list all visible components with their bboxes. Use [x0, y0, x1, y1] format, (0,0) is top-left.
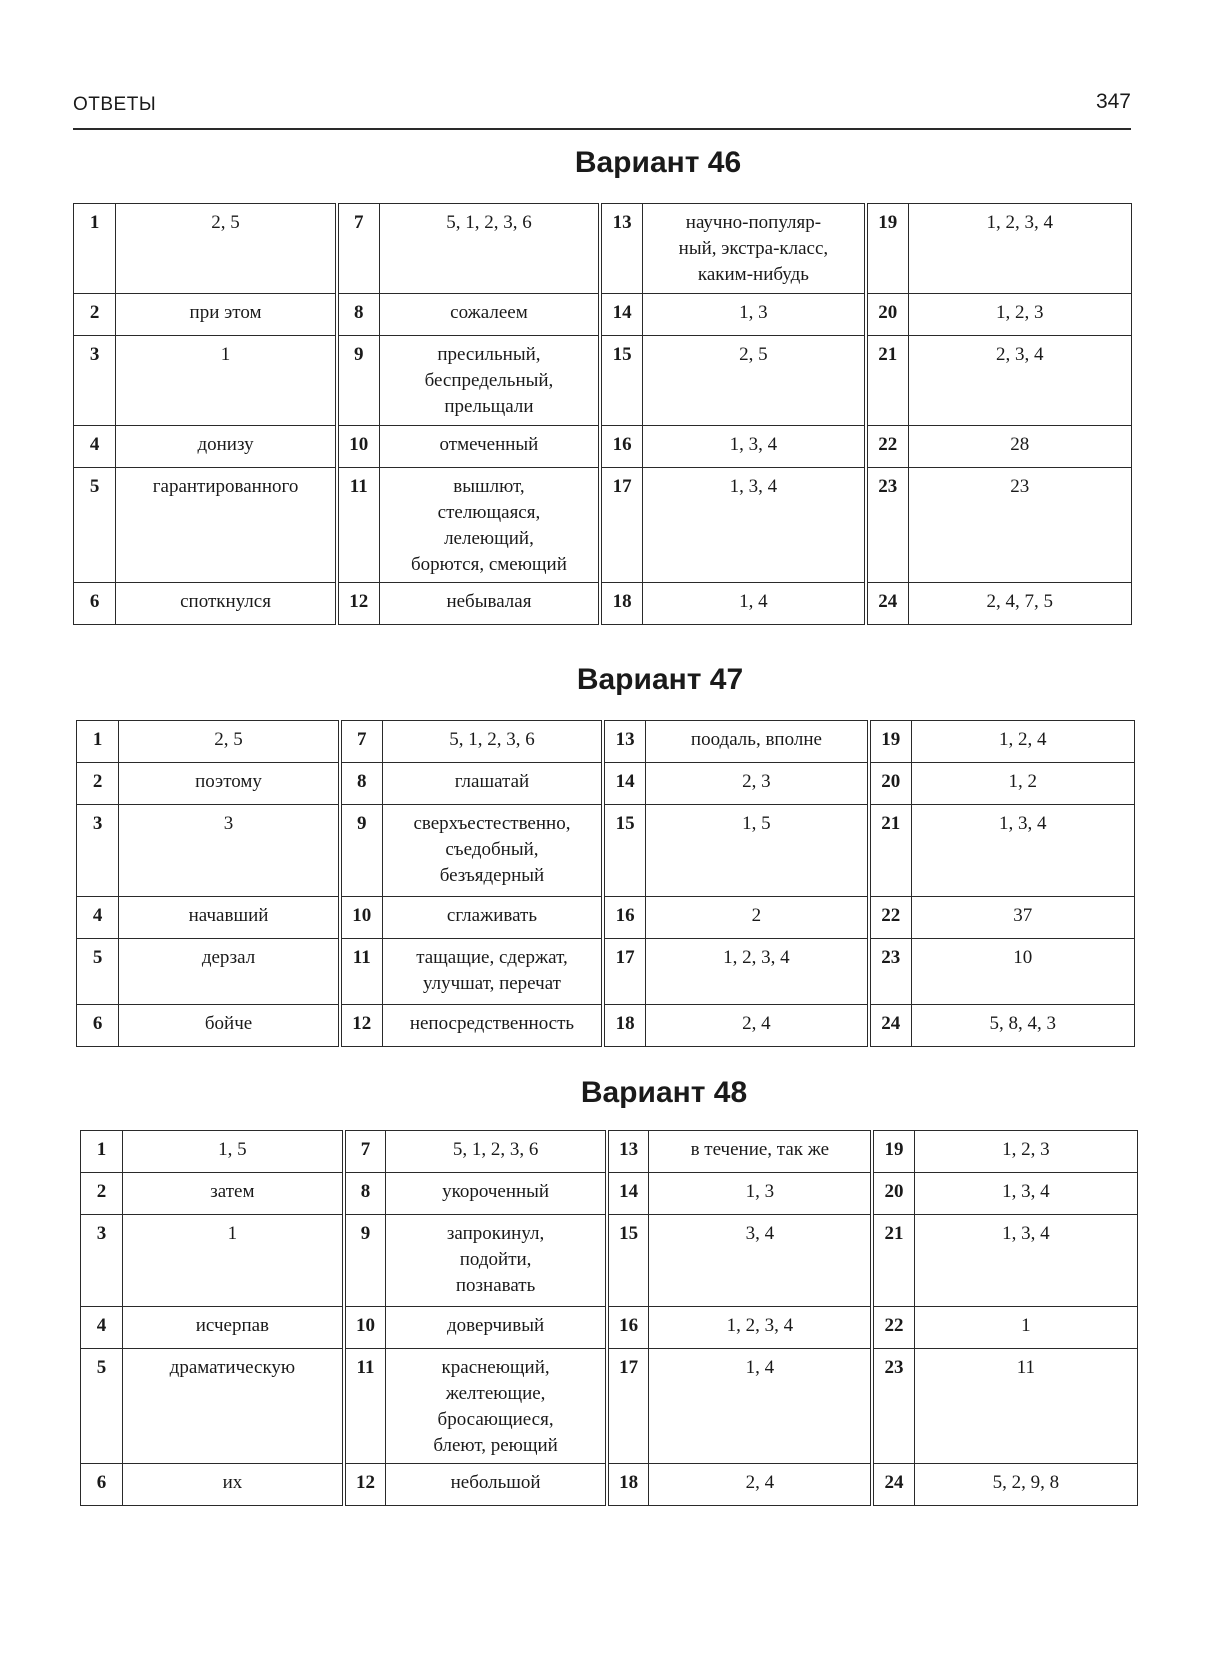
answer-text: 28	[1010, 434, 1030, 455]
question-number: 5	[81, 1349, 123, 1464]
answer-text: 1, 3, 4	[729, 434, 778, 455]
question-number: 12	[337, 583, 379, 625]
answer-text: 2, 5	[211, 212, 240, 233]
answer-text: 5, 1, 2, 3, 6	[449, 729, 535, 750]
answer-text: 5, 1, 2, 3, 6	[452, 1139, 539, 1160]
question-number: 17	[603, 939, 645, 1005]
answer-cell	[914, 1173, 1137, 1215]
answer-text: небывалая	[446, 591, 532, 612]
answer-cell	[645, 763, 868, 805]
page-number: 347	[1095, 90, 1131, 113]
answer-text: дерзал	[201, 947, 256, 968]
answer-cell	[914, 1349, 1137, 1464]
question-number: 23	[866, 468, 908, 583]
question-number: 11	[337, 468, 379, 583]
question-number: 24	[866, 583, 908, 625]
answer-cell	[645, 805, 868, 897]
variant-47-table	[76, 720, 1135, 1047]
answer-text: 1, 2, 3	[1002, 1139, 1050, 1160]
answer-cell	[382, 939, 603, 1005]
question-number: 14	[603, 763, 645, 805]
answer-cell	[386, 1307, 607, 1349]
question-number: 20	[866, 294, 908, 336]
answer-text: научно-популяр- ный, экстра-класс, каким-нибудь	[678, 212, 829, 285]
answer-cell	[649, 1307, 872, 1349]
variant-46-title: Вариант 46	[574, 146, 742, 179]
answer-text: 2, 3	[742, 771, 771, 792]
question-number: 4	[77, 897, 119, 939]
answer-cell	[914, 1215, 1137, 1307]
table-row	[81, 1131, 1138, 1173]
answer-cell	[908, 294, 1131, 336]
question-number: 1	[81, 1131, 123, 1173]
answer-cell	[645, 721, 868, 763]
question-number: 5	[74, 468, 116, 583]
answer-cell	[386, 1173, 607, 1215]
answer-text: вышлют, стелющаяся, лелеющий, борются, смеющий	[411, 476, 567, 575]
answer-text: драматическую	[169, 1357, 296, 1378]
answer-cell	[386, 1215, 607, 1307]
answer-cell	[911, 897, 1134, 939]
question-number: 22	[869, 897, 911, 939]
answer-text: 23	[1010, 476, 1030, 497]
answer-cell	[382, 805, 603, 897]
answer-cell	[908, 426, 1131, 468]
question-number: 7	[337, 204, 379, 294]
answer-cell	[914, 1307, 1137, 1349]
answer-text: поодаль, вполне	[690, 729, 822, 750]
answer-cell	[379, 336, 600, 426]
answer-text: сожалеем	[450, 302, 528, 323]
answer-text: затем	[210, 1181, 255, 1202]
table-row	[74, 204, 1132, 294]
table-row	[77, 897, 1135, 939]
question-number: 21	[866, 336, 908, 426]
answer-cell	[123, 1173, 344, 1215]
answer-text: их	[222, 1472, 243, 1493]
answer-text: 2, 5	[739, 344, 768, 365]
question-number: 2	[77, 763, 119, 805]
answer-text: доверчивый	[447, 1315, 545, 1336]
table-row	[81, 1215, 1138, 1307]
answer-text: споткнулся	[180, 591, 271, 612]
question-number: 13	[600, 204, 642, 294]
answer-text: 37	[1013, 905, 1033, 926]
answer-cell	[382, 721, 603, 763]
table-row	[77, 1005, 1135, 1047]
answer-cell	[649, 1349, 872, 1464]
answer-text: тащащие, сдержат, улучшат, перечат	[416, 947, 568, 994]
answer-cell	[379, 426, 600, 468]
answer-text: 1, 2, 3, 4	[986, 212, 1053, 233]
answer-text: 1, 2, 3, 4	[723, 947, 790, 968]
answer-text: 1, 3	[745, 1181, 775, 1202]
answer-text: непосредственность	[409, 1013, 575, 1034]
answer-text: 3	[223, 813, 234, 834]
answer-text: глашатай	[454, 771, 530, 792]
answer-text: 5, 1, 2, 3, 6	[446, 212, 532, 233]
table-row	[81, 1464, 1138, 1506]
answer-cell	[116, 336, 337, 426]
answer-text: поэтому	[195, 771, 262, 792]
page-header	[73, 88, 1131, 130]
question-number: 23	[869, 939, 911, 1005]
question-number: 19	[869, 721, 911, 763]
answer-cell	[908, 583, 1131, 625]
answer-text: 1, 5	[742, 813, 771, 834]
answer-text: донизу	[197, 434, 254, 455]
question-number: 4	[74, 426, 116, 468]
question-number: 21	[872, 1215, 914, 1307]
answer-cell	[908, 204, 1131, 294]
answer-text: запрокинул, подойти, познавать	[446, 1223, 545, 1296]
answer-cell	[116, 468, 337, 583]
answer-text: 5, 8, 4, 3	[989, 1013, 1056, 1034]
answer-text: гарантированного	[152, 476, 299, 497]
question-number: 13	[603, 721, 645, 763]
question-number: 12	[340, 1005, 382, 1047]
answer-cell	[119, 939, 340, 1005]
question-number: 22	[866, 426, 908, 468]
answer-text: 1	[1021, 1315, 1031, 1336]
answer-cell	[645, 939, 868, 1005]
answer-cell	[914, 1464, 1137, 1506]
answer-text: при этом	[189, 302, 262, 323]
question-number: 16	[607, 1307, 649, 1349]
answer-cell	[116, 583, 337, 625]
answer-text: 1, 3	[739, 302, 768, 323]
variant-48-title: Вариант 48	[580, 1076, 748, 1109]
answer-cell	[642, 204, 865, 294]
question-number: 16	[603, 897, 645, 939]
variant-47-title: Вариант 47	[576, 663, 744, 696]
question-number: 6	[81, 1464, 123, 1506]
question-number: 24	[869, 1005, 911, 1047]
answer-cell	[386, 1349, 607, 1464]
answer-text: 1, 3, 4	[1002, 1181, 1050, 1202]
answer-cell	[116, 426, 337, 468]
answer-cell	[123, 1131, 344, 1173]
table-row	[74, 468, 1132, 583]
answer-text: краснеющий, желтеющие, бросающиеся, блеют, реющий	[433, 1357, 558, 1456]
question-number: 11	[344, 1349, 386, 1464]
answer-text: отмеченный	[439, 434, 539, 455]
answer-cell	[382, 763, 603, 805]
answer-cell	[642, 583, 865, 625]
question-number: 9	[340, 805, 382, 897]
answer-cell	[911, 763, 1134, 805]
question-number: 7	[344, 1131, 386, 1173]
question-number: 5	[77, 939, 119, 1005]
question-number: 17	[607, 1349, 649, 1464]
answer-text: укороченный	[442, 1181, 550, 1202]
question-number: 21	[869, 805, 911, 897]
answer-text: 1, 3, 4	[999, 813, 1047, 834]
answer-text: 1	[227, 1223, 238, 1244]
table-row	[81, 1349, 1138, 1464]
table-row	[74, 426, 1132, 468]
answer-cell	[649, 1131, 872, 1173]
answer-text: сглаживать	[446, 905, 537, 926]
section-title: ОТВЕТЫ	[73, 94, 157, 115]
answer-cell	[908, 336, 1131, 426]
answer-cell	[649, 1464, 872, 1506]
question-number: 11	[340, 939, 382, 1005]
table-row	[74, 294, 1132, 336]
question-number: 24	[872, 1464, 914, 1506]
table-row	[77, 763, 1135, 805]
answer-text: 11	[1016, 1357, 1036, 1378]
answer-text: 3, 4	[745, 1223, 775, 1244]
answer-cell	[908, 468, 1131, 583]
answer-cell	[911, 721, 1134, 763]
table-row	[81, 1307, 1138, 1349]
question-number: 19	[866, 204, 908, 294]
answer-cell	[649, 1173, 872, 1215]
answer-cell	[379, 468, 600, 583]
answer-text: 1	[220, 344, 231, 365]
answer-text: 2, 4, 7, 5	[986, 591, 1053, 612]
answer-text: сверхъестественно, съедобный, безъядерный	[413, 813, 571, 886]
answer-cell	[642, 294, 865, 336]
answer-cell	[379, 583, 600, 625]
answer-cell	[119, 763, 340, 805]
answer-cell	[119, 897, 340, 939]
question-number: 17	[600, 468, 642, 583]
question-number: 13	[607, 1131, 649, 1173]
answer-cell	[382, 897, 603, 939]
answer-text: 2, 4	[745, 1472, 775, 1493]
answer-cell	[911, 939, 1134, 1005]
table-row	[74, 336, 1132, 426]
answer-cell	[123, 1349, 344, 1464]
answer-text: 5, 2, 9, 8	[992, 1472, 1060, 1493]
answer-cell	[914, 1131, 1137, 1173]
question-number: 18	[603, 1005, 645, 1047]
answer-cell	[379, 294, 600, 336]
question-number: 15	[607, 1215, 649, 1307]
question-number: 6	[77, 1005, 119, 1047]
question-number: 15	[603, 805, 645, 897]
answer-cell	[645, 897, 868, 939]
answer-cell	[123, 1215, 344, 1307]
table-row	[77, 805, 1135, 897]
answer-text: 2, 4	[742, 1013, 771, 1034]
question-number: 3	[81, 1215, 123, 1307]
question-number: 7	[340, 721, 382, 763]
answer-cell	[382, 1005, 603, 1047]
answer-text: 2, 5	[214, 729, 243, 750]
question-number: 18	[607, 1464, 649, 1506]
table-row	[77, 721, 1135, 763]
answer-text: небольшой	[450, 1472, 541, 1493]
question-number: 8	[337, 294, 379, 336]
variant-46-table	[73, 203, 1132, 625]
question-number: 8	[340, 763, 382, 805]
answer-text: 2	[751, 905, 762, 926]
question-number: 14	[607, 1173, 649, 1215]
answer-cell	[116, 294, 337, 336]
answer-cell	[123, 1464, 344, 1506]
answer-text: начавший	[188, 905, 269, 926]
answer-text: в течение, так же	[690, 1139, 830, 1160]
answer-cell	[379, 204, 600, 294]
question-number: 10	[340, 897, 382, 939]
answer-text: бойче	[204, 1013, 253, 1034]
question-number: 15	[600, 336, 642, 426]
answer-text: 1, 5	[218, 1139, 247, 1160]
answer-cell	[119, 805, 340, 897]
answer-cell	[645, 1005, 868, 1047]
answer-text: 1, 2, 3	[996, 302, 1044, 323]
answer-text: пресильный, беспредельный, прельщали	[424, 344, 554, 417]
question-number: 2	[74, 294, 116, 336]
question-number: 2	[81, 1173, 123, 1215]
answer-text: 1, 2	[1008, 771, 1037, 792]
question-number: 3	[74, 336, 116, 426]
answer-cell	[386, 1131, 607, 1173]
question-number: 10	[337, 426, 379, 468]
question-number: 6	[74, 583, 116, 625]
answer-text: 1, 2, 3, 4	[726, 1315, 794, 1336]
answer-cell	[911, 1005, 1134, 1047]
answer-cell	[119, 1005, 340, 1047]
question-number: 1	[77, 721, 119, 763]
table-row	[81, 1173, 1138, 1215]
answer-cell	[119, 721, 340, 763]
table-row	[74, 583, 1132, 625]
question-number: 20	[869, 763, 911, 805]
question-number: 9	[344, 1215, 386, 1307]
answer-text: 10	[1013, 947, 1033, 968]
question-number: 9	[337, 336, 379, 426]
question-number: 4	[81, 1307, 123, 1349]
answer-cell	[642, 336, 865, 426]
question-number: 12	[344, 1464, 386, 1506]
question-number: 1	[74, 204, 116, 294]
question-number: 18	[600, 583, 642, 625]
answer-cell	[642, 468, 865, 583]
question-number: 23	[872, 1349, 914, 1464]
question-number: 22	[872, 1307, 914, 1349]
table-row	[77, 939, 1135, 1005]
question-number: 10	[344, 1307, 386, 1349]
answer-cell	[911, 805, 1134, 897]
answer-cell	[116, 204, 337, 294]
answer-text: 1, 2, 4	[999, 729, 1047, 750]
answer-text: 1, 4	[745, 1357, 775, 1378]
answer-text: исчерпав	[195, 1315, 270, 1336]
answer-cell	[649, 1215, 872, 1307]
question-number: 8	[344, 1173, 386, 1215]
answer-text: 1, 4	[739, 591, 768, 612]
question-number: 14	[600, 294, 642, 336]
question-number: 16	[600, 426, 642, 468]
answer-cell	[123, 1307, 344, 1349]
question-number: 19	[872, 1131, 914, 1173]
answer-cell	[386, 1464, 607, 1506]
variant-48-table	[80, 1130, 1138, 1506]
question-number: 3	[77, 805, 119, 897]
answer-text: 1, 3, 4	[729, 476, 778, 497]
question-number: 20	[872, 1173, 914, 1215]
answer-text: 2, 3, 4	[996, 344, 1044, 365]
answer-cell	[642, 426, 865, 468]
answer-text: 1, 3, 4	[1002, 1223, 1050, 1244]
